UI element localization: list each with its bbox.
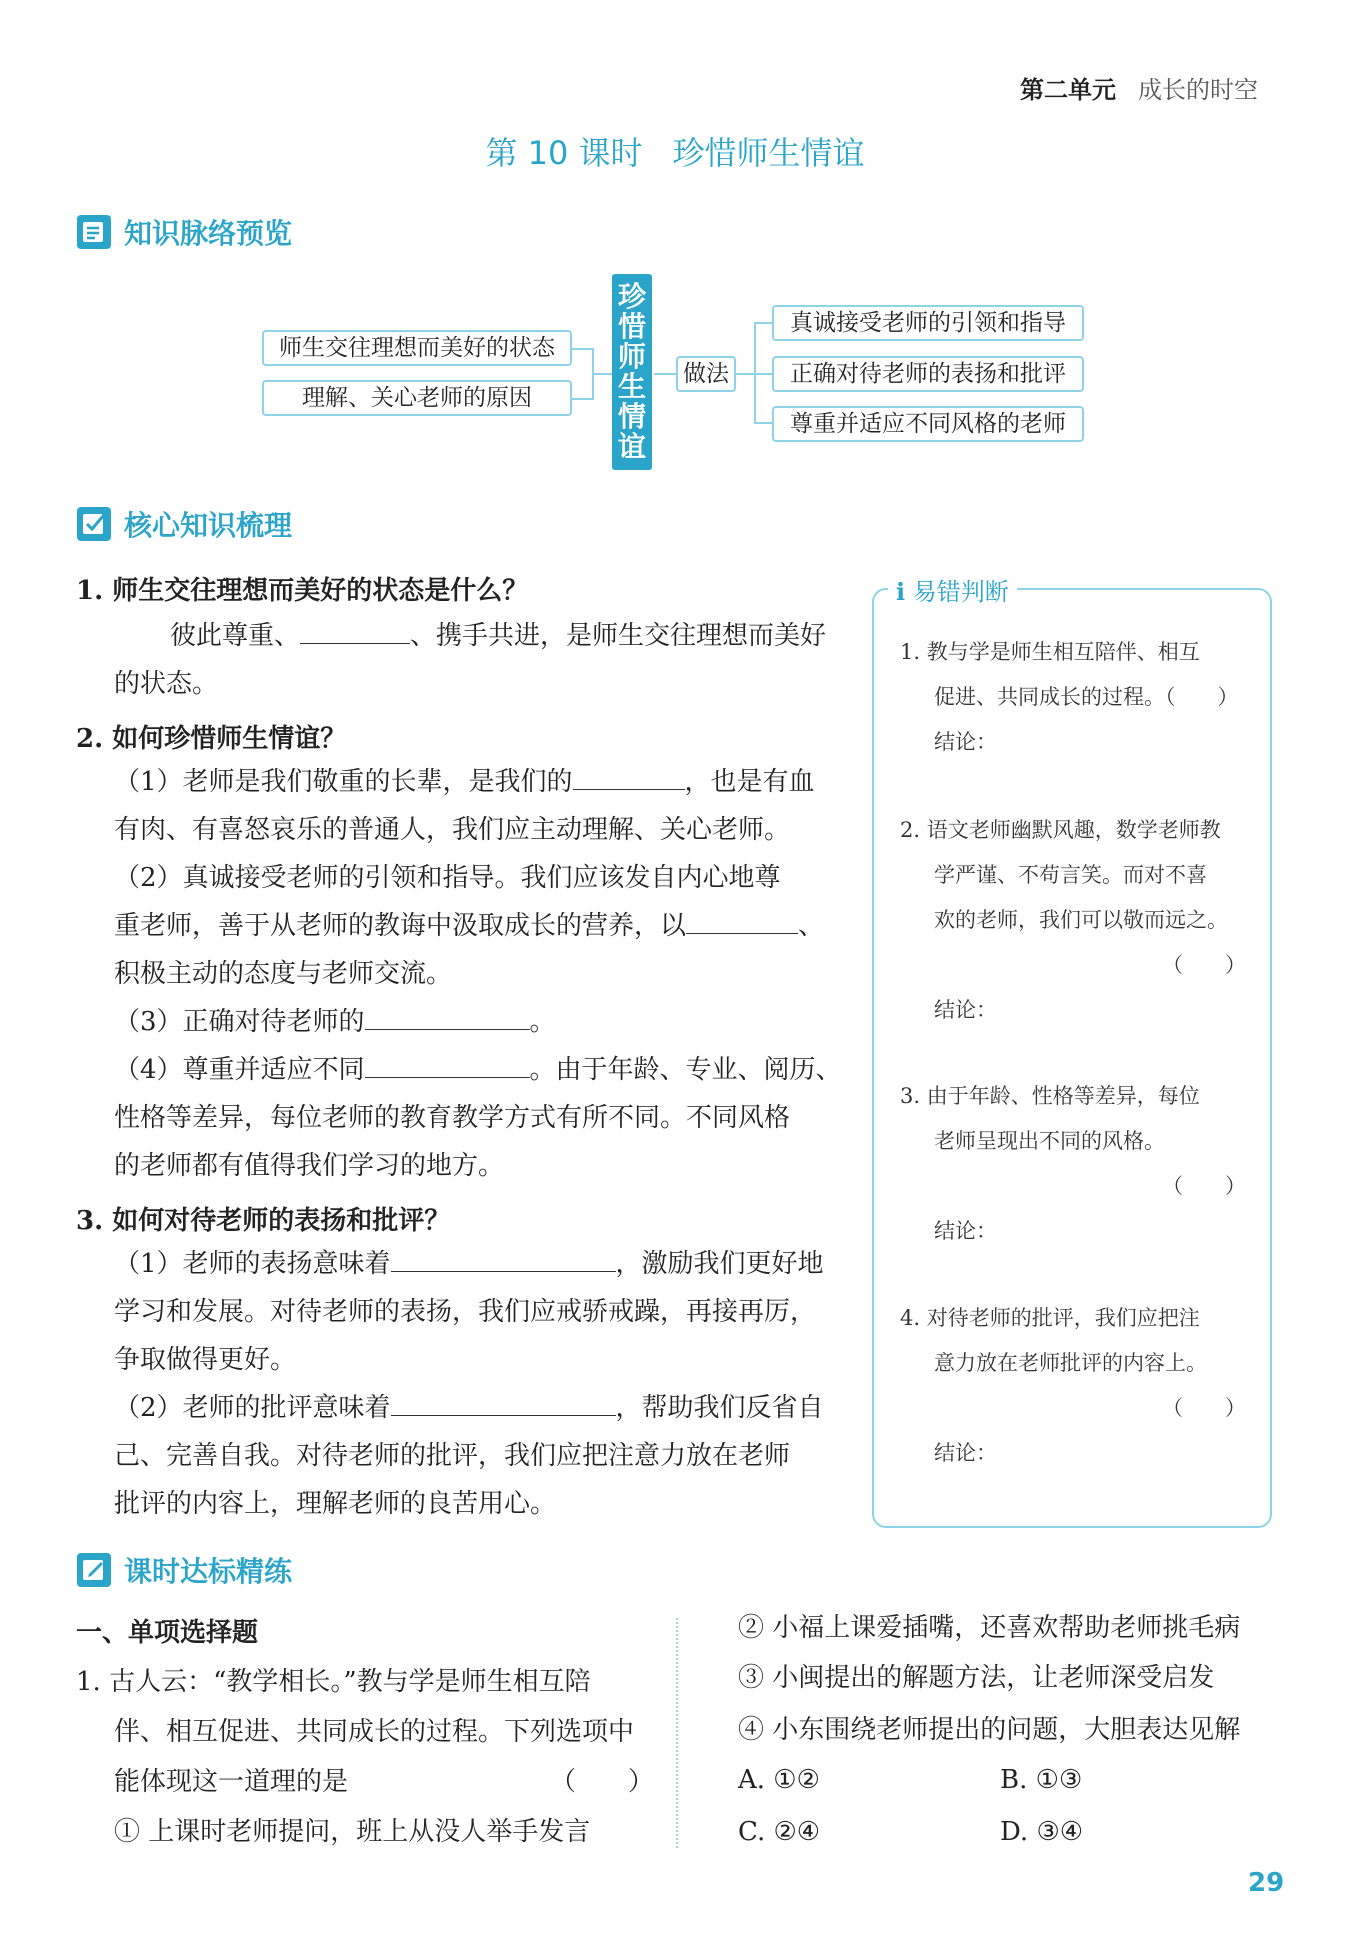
answer-blank[interactable]	[365, 1003, 530, 1030]
q2-line: 有肉、有喜怒哀乐的普通人，我们应主动理解、关心老师。	[114, 815, 791, 845]
lesson-name: 珍惜师生情谊	[672, 134, 865, 172]
practice-line: 1. 古人云：“教学相长。”教与学是师生相互陪	[76, 1667, 591, 1697]
center-char: 谊	[617, 430, 646, 463]
lesson-title	[0, 128, 1350, 174]
judgment-item: 1. 教与学是师生相互陪伴、相互 促进、共同成长的过程。（ ） 结论：	[900, 630, 1239, 765]
q1-line: 的状态。	[114, 669, 219, 699]
center-char: 情	[617, 400, 646, 433]
conclusion-label: 结论：	[934, 998, 997, 1022]
q2-line: 重老师，善于从老师的教诲中汲取成长的营养，以 、	[114, 902, 824, 950]
q2-line: （3）正确对待老师的 。	[114, 998, 556, 1046]
center-char: 珍	[617, 280, 646, 313]
q2-line: （2）真诚接受老师的引领和指导。我们应该发自内心地尊	[114, 863, 781, 893]
unit-label: 第二单元	[1020, 76, 1116, 104]
section-preview-title: 知识脉络预览	[124, 217, 293, 250]
center-char: 生	[617, 370, 646, 403]
mindmap-right-item: 尊重并适应不同风格的老师	[772, 406, 1084, 442]
choice-a[interactable]: A. ①②	[738, 1765, 820, 1795]
book-icon	[76, 214, 112, 250]
answer-blank[interactable]	[391, 1245, 616, 1272]
judgment-item: 3. 由于年龄、性格等差异，每位 老师呈现出不同的风格。 （ ） 结论：	[900, 1074, 1246, 1254]
q2-line: （4）尊重并适应不同 。由于年龄、专业、阅历、	[114, 1046, 842, 1094]
conclusion-label: 结论：	[934, 730, 997, 754]
checkbox-icon	[76, 506, 112, 542]
section-core-title: 核心知识梳理	[124, 509, 293, 542]
mindmap-right-item: 正确对待老师的表扬和批评	[772, 356, 1084, 392]
unit-subtitle: 成长的时空	[1138, 76, 1258, 104]
section-preview	[76, 212, 292, 252]
judgment-item: 4. 对待老师的批评，我们应把注 意力放在老师批评的内容上。 （ ） 结论：	[900, 1296, 1246, 1476]
q1-line: 彼此尊重、 、携手共进，是师生交往理想而美好	[170, 612, 826, 660]
answer-blank[interactable]	[573, 763, 685, 790]
q3-line: （1）老师的表扬意味着 ，激励我们更好地	[114, 1240, 824, 1288]
mindmap-left-item: 理解、关心老师的原因	[262, 380, 572, 416]
mindmap-right-item: 真诚接受老师的引领和指导	[772, 305, 1084, 341]
mindmap-left-item: 师生交往理想而美好的状态	[262, 330, 572, 366]
option-2: ② 小福上课爱插嘴，还喜欢帮助老师挑毛病	[738, 1613, 1241, 1643]
q3-line: 争取做得更好。	[114, 1345, 297, 1375]
judgment-item: 2. 语文老师幽默风趣，数学老师教 学严谨、不苟言笑。而对不喜 欢的老师，我们可以敬而远之。 （ ） 结论：	[900, 808, 1246, 1033]
section-practice	[76, 1550, 292, 1590]
answer-blank[interactable]	[365, 1051, 530, 1078]
q3-line: 己、完善自我。对待老师的批评，我们应把注意力放在老师	[114, 1441, 791, 1471]
q2-line: 的老师都有值得我们学习的地方。	[114, 1151, 505, 1181]
answer-paren: （ ）	[1162, 1174, 1246, 1198]
page-number: 29	[1248, 1868, 1285, 1898]
answer-blank[interactable]	[686, 907, 798, 934]
answer-blank[interactable]	[391, 1389, 616, 1416]
lesson-number: 第 10 课时	[485, 134, 643, 172]
choice-b[interactable]: B. ①③	[1000, 1765, 1083, 1795]
section-practice-title: 课时达标精练	[124, 1555, 293, 1588]
error-judgment-title: ℹ 易错判断	[888, 572, 1017, 607]
answer-paren: （ ）	[1162, 953, 1246, 977]
q2-line: （1）老师是我们敬重的长辈，是我们的 ，也是有血	[114, 758, 815, 806]
q2-title: 2. 如何珍惜师生情谊？	[76, 724, 347, 754]
q1-title: 1. 师生交往理想而美好的状态是什么？	[76, 576, 529, 606]
question-type: 一、单项选择题	[76, 1618, 259, 1648]
practice-line: 能体现这一道理的是 （ ）	[114, 1758, 654, 1806]
q3-line: 学习和发展。对待老师的表扬，我们应戒骄戒躁，再接再厉，	[114, 1297, 817, 1327]
choice-d[interactable]: D. ③④	[1000, 1817, 1084, 1847]
conclusion-label: 结论：	[934, 1441, 997, 1465]
conclusion-label: 结论：	[934, 1219, 997, 1243]
center-char: 惜	[617, 310, 646, 343]
option-3: ③ 小闽提出的解题方法，让老师深受启发	[738, 1663, 1215, 1693]
q3-line: 批评的内容上，理解老师的良苦用心。	[114, 1489, 557, 1519]
practice-line: 伴、相互促进、共同成长的过程。下列选项中	[114, 1717, 635, 1747]
answer-paren: （ ）	[1162, 1396, 1246, 1420]
q2-line: 性格等差异，每位老师的教育教学方式有所不同。不同风格	[114, 1103, 791, 1133]
mindmap-method: 做法	[676, 356, 736, 392]
column-divider	[676, 1618, 678, 1848]
mindmap-center	[612, 274, 652, 470]
q2-line: 积极主动的态度与老师交流。	[114, 959, 453, 989]
section-core	[76, 504, 292, 544]
unit-header	[1020, 70, 1258, 105]
option-4: ④ 小东围绕老师提出的问题，大胆表达见解	[738, 1715, 1241, 1745]
answer-blank[interactable]	[300, 617, 410, 644]
option-1: ① 上课时老师提问，班上从没人举手发言	[114, 1817, 591, 1847]
answer-paren: （ ）	[549, 1767, 654, 1797]
center-char: 师	[617, 340, 646, 373]
pencil-icon	[76, 1552, 112, 1588]
q3-line: （2）老师的批评意味着 ，帮助我们反省自	[114, 1384, 824, 1432]
q3-title: 3. 如何对待老师的表扬和批评？	[76, 1206, 451, 1236]
choice-c[interactable]: C. ②④	[738, 1817, 821, 1847]
